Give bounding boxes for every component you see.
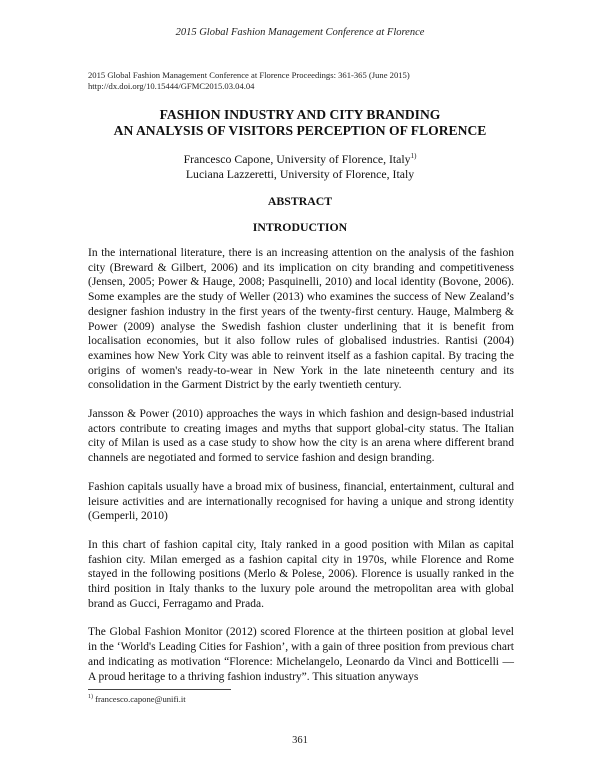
author-list	[0, 152, 600, 182]
paragraph-5: The Global Fashion Monitor (2012) scored Florence at the thirteen position at global level in the ‘World's Leading Cities for Fashion’, with a gain of three position from previous chart and indicating as motivation “Florence: Michelangelo, Leonardo da Vinci and Botticelli — A proud heritage to a thriving fashion industry”. This situation anyways	[88, 626, 514, 683]
title-line-1: FASHION INDUSTRY AND CITY BRANDING	[159, 107, 441, 122]
paper-title	[0, 107, 600, 139]
introduction-heading: INTRODUCTION	[252, 220, 348, 234]
author-1-footnote-mark: 1)	[410, 152, 417, 161]
paragraph-2: Jansson & Power (2010) approaches the ways in which fashion and design-based industrial actors contribute to creating images and myths that support global-city status. The Italian city of Milan is used as a case study to show how the city is an arena where different brand channels are negotiated and formed to service fashion and design branding.	[88, 408, 514, 465]
footnote	[88, 694, 186, 704]
citation-proceedings: 2015 Global Fashion Management Conference at Florence Proceedings: 361-365 (June 2015)	[88, 70, 410, 80]
citation-doi: http://dx.doi.org/10.15444/GFMC2015.03.04.04	[88, 81, 255, 91]
author-2	[0, 167, 600, 182]
citation-block	[88, 70, 410, 92]
footnote-email: francesco.capone@unifi.it	[93, 694, 186, 704]
paragraph-4: In this chart of fashion capital city, Italy ranked in a good position with Milan as capital fashion city. Milan emerged as a fashion capital city in 1970s, while Florence and Rome stayed in the following positions (Merlo & Polese, 2006). Florence is usually ranked in the third position in Italy thanks to the luxury pole around the metropolitan area with global brand as Gucci, Ferragamo and Prada.	[88, 538, 514, 610]
author-1-affiliation: Francesco Capone, University of Florence, Italy	[183, 152, 411, 166]
page-number: 361	[292, 735, 308, 746]
footnote-divider	[88, 689, 231, 690]
author-1	[0, 152, 600, 167]
author-2-affiliation: Luciana Lazzeretti, University of Florence, Italy	[185, 167, 415, 181]
running-header: 2015 Global Fashion Management Conference at Florence	[175, 27, 425, 38]
footnote-mark: 1)	[88, 694, 93, 701]
paragraph-1: In the international literature, there is an increasing attention on the analysis of the fashion city (Breward & Gilbert, 2006) and its implication on city branding and competitiveness (Jensen, 2005; Power & Hauge, 2008; Pasquinelli, 2010) and local identity (Bovone, 2006). Some examples are the study of Weller (2013) who examines the success of New Zealand’s designer fashion industry in the first years of the twenty-first century. Hauge, Malmberg & Power (2009) analyse the Swedish fashion cluster underlining that it is benefit from localisation economies, but it also follow rules of globalised industries. Rantisi (2004) examines how New York City was able to reinvent itself as a fashion capital. By tracing the origins of women's ready-to-wear in New York in the late nineteenth century and its consolidation in the Garment District by the early twentieth century.	[88, 247, 514, 392]
abstract-heading: ABSTRACT	[267, 194, 333, 208]
title-line-2: AN ANALYSIS OF VISITORS PERCEPTION OF FLORENCE	[113, 123, 487, 138]
paragraph-3: Fashion capitals usually have a broad mix of business, financial, entertainment, cultural and leisure activities and are internationally recognised for having a unique and strong identity (Gemperli, 2010)	[88, 480, 514, 523]
